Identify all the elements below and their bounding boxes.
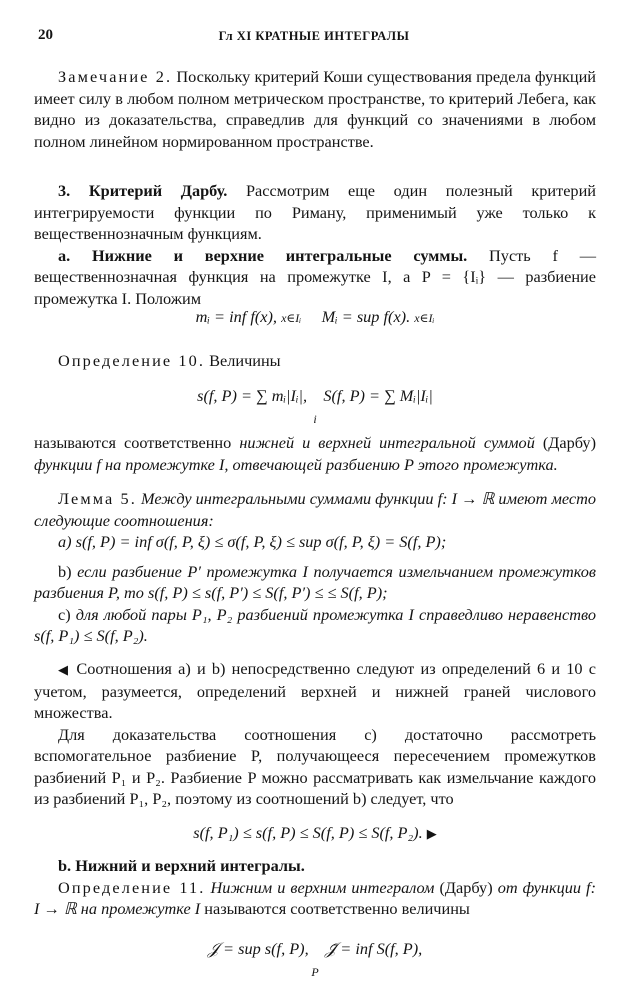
formula-upper-integral: 𝒥̄ = inf S(f, P), — [324, 939, 423, 958]
proof — [34, 658, 596, 810]
remark-label: Замечание 2. — [58, 67, 173, 86]
formula-M-sub: x∈Iᵢ — [414, 311, 435, 325]
proof-paragraph-1: Соотношения a) и b) непосредственно следуют из определений 6 и 10 с учетом, разумеется, определений верхней и нижней граней числового множества. — [34, 659, 596, 722]
formula-lower-sum: s(f, P) = ∑ mᵢ|Iᵢ|, — [197, 386, 308, 405]
formula-integral-sub: P — [311, 964, 319, 979]
section-3-text: Рассмотрим еще один полезный критерий интегрируемости функции по Риману, применимый уже только к вещественнозначным функциям. — [34, 181, 596, 243]
definition-10-continuation: называются соответственно нижней и верхней интегральной суммой (Дарбу) функции f на промежутке I, отвечающей разбиению P этого промежутка. — [34, 433, 596, 474]
lemma-5-item-c-prefix: c) — [58, 604, 71, 624]
definition-11-label: Определение 11. — [58, 877, 206, 897]
proof-end-icon: ▶ — [426, 826, 437, 841]
formula-upper-sum: S(f, P) = ∑ Mᵢ|Iᵢ| — [323, 386, 433, 405]
definition-10 — [34, 350, 596, 372]
lemma-5-item-c: для любой пары P₁, P₂ разбиений промежутка I справедливо неравенство s(f, P₁) ≤ S(f, P₂). — [34, 604, 596, 645]
lemma-5 — [34, 488, 596, 647]
section-3 — [34, 180, 596, 309]
proof-formula: s(f, P₁) ≤ s(f, P) ≤ S(f, P) ≤ S(f, P₂). — [193, 823, 423, 842]
formula-inf-sup — [34, 306, 596, 330]
subsection-b: b. Нижний и верхний интегралы. Определение 11. Нижним и верхним интегралом (Дарбу) от функции f: I → ℝ на промежутке I называются соответственно величины — [34, 856, 596, 918]
subsection-a-title: a. Нижние и верхние интегральные суммы. — [58, 245, 468, 265]
formula-lower-integral: 𝒥 = sup s(f, P), — [207, 939, 309, 958]
subsection-b-title: b. Нижний и верхний интегралы. — [58, 856, 305, 875]
formula-m-sub: x∈Iᵢ — [281, 311, 302, 325]
lemma-5-item-b: если разбиение P′ промежутка I получается измельчанием промежутков разбиения P, то s(f, P) ≤ s(f, P′) ≤ S(f, P′) ≤ ≤ S(f, P); — [34, 561, 596, 602]
running-title: Гл XI КРАТНЫЕ ИНТЕГРАЛЫ — [218, 29, 410, 43]
lemma-5-item-b-prefix: b) — [58, 561, 72, 581]
definition-10-label: Определение 10. — [58, 351, 206, 370]
formula-M-sup: Mᵢ = sup f(x). x∈Iᵢ — [321, 307, 435, 326]
lemma-5-item-a: a) s(f, P) = inf σ(f, P, ξ) ≤ σ(f, P, ξ) ≤ sup σ(f, P, ξ) = S(f, P); — [58, 532, 447, 551]
lemma-5-label: Лемма 5. — [58, 489, 137, 508]
page-number: 20 — [38, 27, 53, 43]
proof-paragraph-2: Для доказательства соотношения c) достаточно рассмотреть вспомогательное разбиение P, получающееся пересечением промежутков разбиений P₁ и P₂. Разбиение P можно рассматривать как измельчание каждого из разбиений P₁, P₂, поэтому из соотношений b) следует, что — [34, 724, 596, 808]
page-header — [34, 27, 594, 47]
proof-start-icon: ◀ — [58, 662, 71, 677]
formula-darboux-sums — [34, 385, 596, 430]
remark-2 — [34, 66, 596, 152]
lemma-5-text: Между интегральными суммами функции f: I → ℝ имеют место следующие соотношения: — [34, 489, 597, 530]
subsection-a-text: Пусть f — вещественнозначная функция на промежутке I, а P = {Iᵢ} — разбиение промежутка I. Положим — [34, 245, 596, 308]
formula-darboux-integrals — [34, 938, 596, 983]
formula-sum-index: i — [313, 411, 317, 426]
section-3-title: 3. Критерий Дарбу. — [58, 181, 228, 200]
remark-text: Поскольку критерий Коши существования предела функций имеет силу в любом полном метрическом пространстве, то критерий Лебега, как видно из доказательства, справедлив для функций со значениями в любом полном линейном нормированном пространстве. — [34, 67, 597, 151]
formula-m-inf: mᵢ = inf f(x), x∈Iᵢ — [195, 307, 302, 326]
definition-10-text: Величины — [209, 351, 281, 370]
formula-chain — [34, 822, 596, 845]
